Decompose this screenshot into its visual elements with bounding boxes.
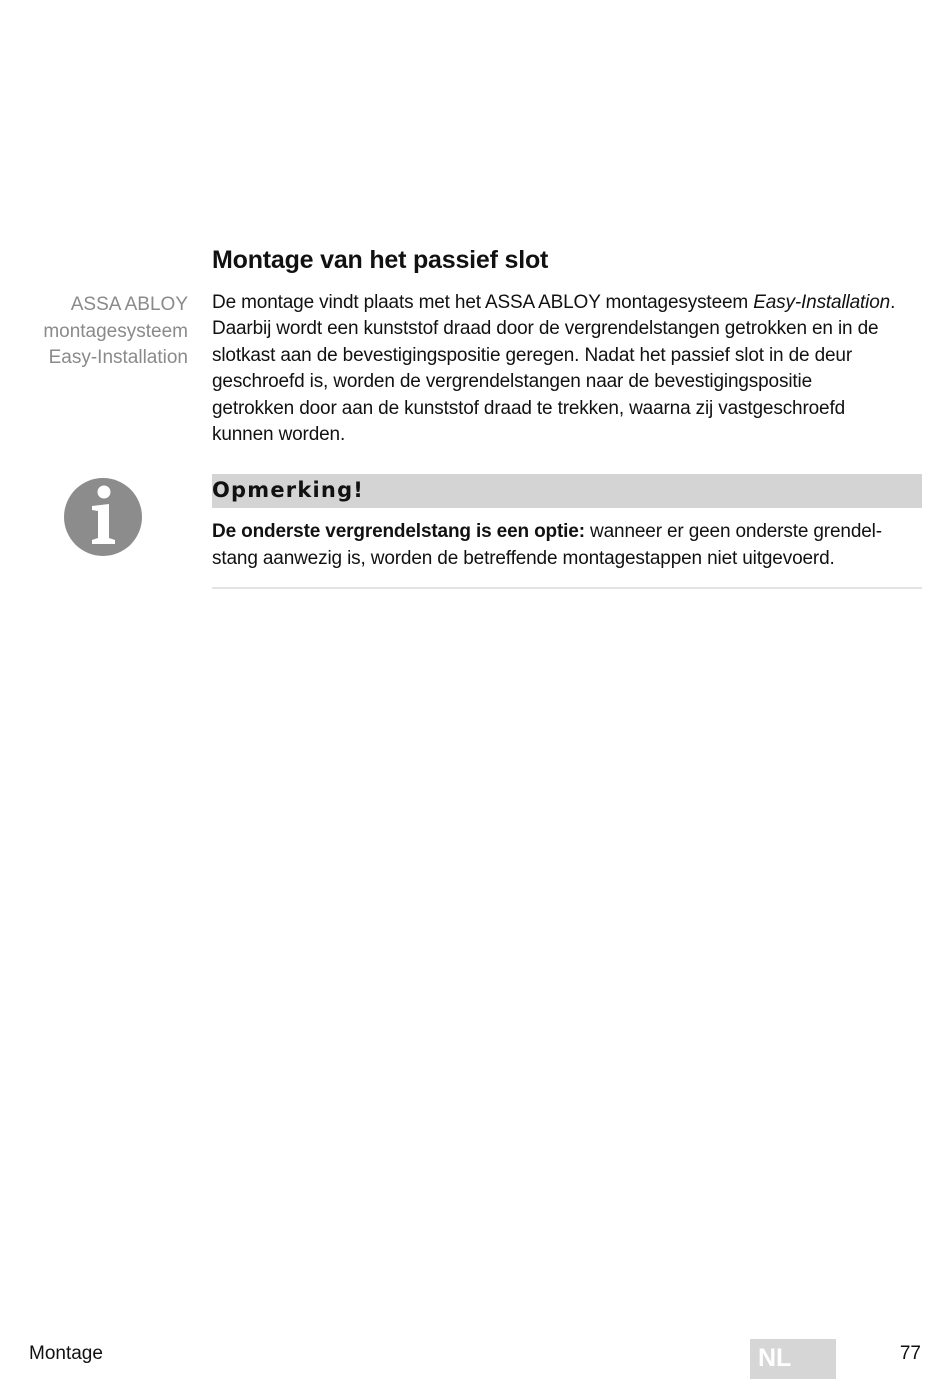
note-bold-lead: De onderste vergrendelstang is een optie: bbox=[212, 521, 585, 542]
margin-note-line: montagesysteem bbox=[43, 320, 188, 342]
note-header bbox=[212, 474, 922, 508]
paragraph-line: getrokken door aan de kunststof draad te trekken, waarna zij vastgeschroefd bbox=[212, 397, 846, 419]
language-badge-label: NL bbox=[758, 1344, 792, 1372]
note-line bbox=[212, 519, 924, 546]
paragraph-line: kunnen worden. bbox=[212, 424, 346, 446]
paragraph-text: . bbox=[890, 292, 896, 313]
paragraph-line bbox=[212, 290, 924, 316]
note-line: stang aanwezig is, worden de betreffende montagestappen niet uitgevoerd. bbox=[212, 547, 835, 569]
footer-section-name: Montage bbox=[29, 1343, 103, 1364]
note-body bbox=[212, 519, 924, 572]
section-title: Montage van het passief slot bbox=[212, 246, 549, 274]
paragraph-line: slotkast aan de bevestigingspositie geregen. Nadat het passief slot in de deur bbox=[212, 344, 852, 366]
note-divider bbox=[212, 587, 922, 589]
body-paragraph bbox=[212, 290, 924, 448]
margin-note bbox=[20, 292, 188, 372]
note-title: Opmerking! bbox=[212, 478, 365, 502]
language-badge bbox=[750, 1339, 836, 1379]
paragraph-italic-term: Easy-Installation bbox=[753, 292, 891, 313]
paragraph-line: geschroefd is, worden de vergrendelstangen naar de bevestigingspositie bbox=[212, 371, 813, 393]
paragraph-text: De montage vindt plaats met het ASSA ABLOY montagesysteem bbox=[212, 292, 754, 313]
note-text: wanneer er geen onderste grendel- bbox=[584, 521, 882, 542]
info-icon bbox=[63, 477, 143, 557]
margin-note-line: Easy-Installation bbox=[48, 347, 188, 368]
page-number: 77 bbox=[899, 1343, 921, 1364]
paragraph-line: Daarbij wordt een kunststof draad door de vergrendelstangen getrokken en in de bbox=[212, 318, 879, 340]
margin-note-line: ASSA ABLOY bbox=[70, 294, 188, 315]
